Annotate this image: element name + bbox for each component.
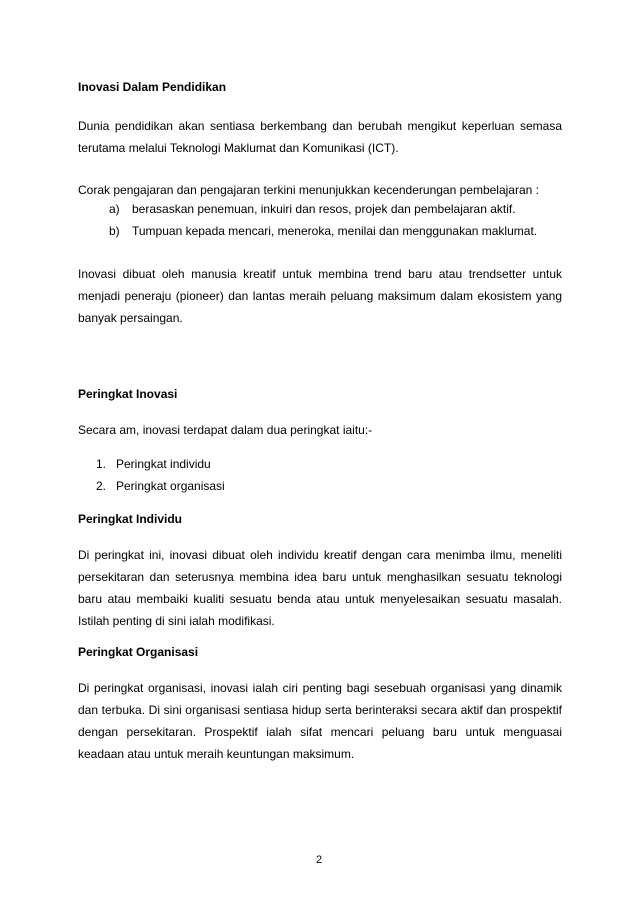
- list-marker: 2.: [96, 479, 107, 493]
- list-item: [109, 220, 538, 242]
- list-item-text: berasaskan penemuan, inkuiri dan resos, projek dan pembelajaran aktif.: [132, 202, 516, 216]
- heading-peringkat-inovasi: Peringkat Inovasi: [78, 387, 178, 401]
- heading-inovasi-dalam-pendidikan: Inovasi Dalam Pendidikan: [78, 80, 227, 94]
- paragraph-secara-am: Secara am, inovasi terdapat dalam dua peringkat iaitu:-: [78, 423, 373, 437]
- list-item: [96, 453, 225, 475]
- list-item-text: Peringkat individu: [116, 457, 211, 471]
- paragraph-peringkat-individu: Di peringkat ini, inovasi dibuat oleh individu kreatif dengan cara menimba ilmu, meneliti persekitaran dan seterusnya membina idea baru untuk menghasilkan sesuatu teknologi baru atau membaiki kualiti sesuatu benda atau untuk menyelesaikan sesuatu masalah. Istilah penting di sini ialah modifikasi.: [78, 548, 562, 628]
- paragraph-dunia-pendidikan: Dunia pendidikan akan sentiasa berkembang dan berubah mengikut keperluan semasa terutama melalui Teknologi Maklumat dan Komunikasi (ICT).: [78, 119, 562, 155]
- list-item: [96, 475, 225, 497]
- list-marker: b): [109, 224, 120, 238]
- list-item-text: Peringkat organisasi: [116, 479, 225, 493]
- heading-peringkat-organisasi: Peringkat Organisasi: [78, 645, 199, 659]
- page-number: 2: [315, 854, 323, 866]
- paragraph-peringkat-organisasi: Di peringkat organisasi, inovasi ialah ciri penting bagi sesebuah organisasi yang dinamik dan terbuka. Di sini organisasi sentiasa hidup serta berinteraksi secara aktif dan prospektif dengan persekitaran. Prospektif ialah sifat mencari peluang baru untuk menguasai keadaan atau untuk meraih keuntungan maksimum.: [78, 681, 562, 761]
- level-list: [96, 453, 225, 497]
- heading-peringkat-individu: Peringkat Individu: [78, 512, 183, 526]
- paragraph-inovasi-dibuat: Inovasi dibuat oleh manusia kreatif untuk membina trend baru atau trendsetter untuk menjadi peneraju (pioneer) dan lantas meraih peluang maksimum dalam ekosistem yang banyak persaingan.: [78, 267, 562, 325]
- list-item-text: Tumpuan kepada mencari, meneroka, menilai dan menggunakan maklumat.: [132, 224, 538, 238]
- learning-trend-list: [109, 198, 538, 242]
- paragraph-corak-pengajaran: Corak pengajaran dan pengajaran terkini menunjukkan kecenderungan pembelajaran :: [78, 183, 539, 197]
- list-marker: 1.: [96, 457, 107, 471]
- list-item: [109, 198, 537, 220]
- list-marker: a): [109, 202, 120, 216]
